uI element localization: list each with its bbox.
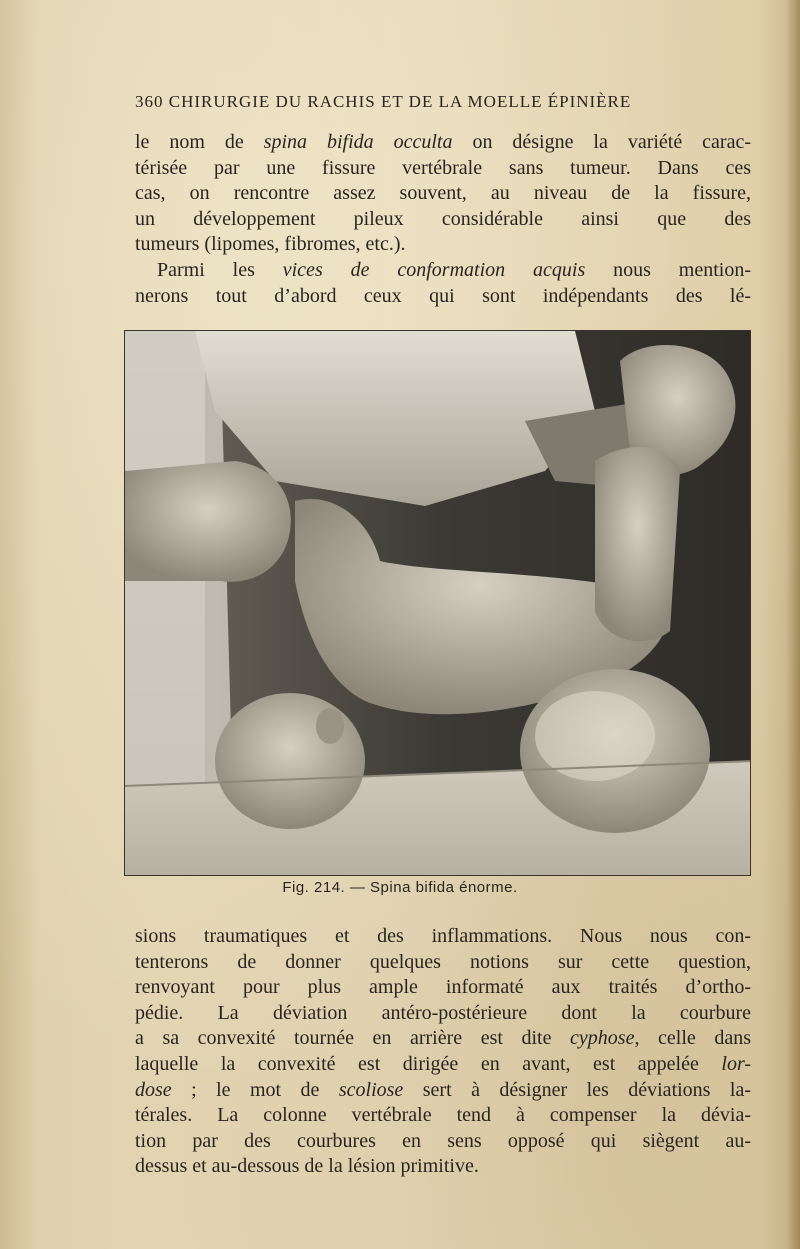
text-block-top: [135, 130, 751, 309]
italic-term: dose: [135, 1078, 172, 1101]
text-line: a sa convexité tournée en arrière est dite cyphose, celle dans: [135, 1027, 751, 1050]
text-line: pédie. La déviation antéro-postérieure dont la courbure: [135, 1001, 751, 1024]
text-line: sions traumatiques et des inflammations. Nous nous con-: [135, 925, 751, 947]
text-line: cas, on rencontre assez souvent, au niveau de la fissure,: [135, 182, 751, 205]
text-line: Parmi les vices de conformation acquis nous mention-: [157, 258, 751, 281]
figure-photograph: [124, 330, 751, 876]
text-line: tion par des courbures en sens opposé qui siègent au-: [135, 1129, 751, 1152]
text-line: dose ; le mot de scoliose sert à désigner les déviations la-: [135, 1078, 751, 1101]
text-line: un développement pileux considérable ainsi que des: [135, 207, 751, 230]
text-line: renvoyant pour plus ample informaté aux traités d’ortho-: [135, 976, 751, 999]
italic-term: vices de conformation acquis: [282, 258, 586, 281]
page-edge-shadow: [786, 0, 800, 1249]
photograph-image: [125, 331, 751, 876]
text-line: tenterons de donner quelques notions sur cette question,: [135, 950, 751, 973]
text-block-bottom: [135, 924, 751, 1180]
italic-term: scoliose: [338, 1078, 404, 1101]
running-head: 360 CHIRURGIE DU RACHIS ET DE LA MOELLE ÉPINIÈRE: [135, 92, 632, 111]
text-line: le nom de spina bifida occulta on désigne la variété carac-: [135, 131, 751, 153]
figure-caption: Fig. 214. — Spina bifida énorme.: [282, 879, 518, 896]
text-line: térales. La colonne vertébrale tend à compenser la dévia-: [135, 1104, 751, 1127]
italic-term: spina bifida occulta: [263, 131, 453, 153]
text-line: dessus et au-dessous de la lésion primitive.: [135, 1155, 479, 1178]
text-line: térisée par une fissure vertébrale sans tumeur. Dans ces: [135, 156, 751, 179]
italic-term: cyphose: [570, 1027, 635, 1050]
text-line: laquelle la convexité est dirigée en avant, est appelée lor-: [135, 1052, 751, 1075]
text-line: tumeurs (lipomes, fibromes, etc.).: [135, 233, 406, 256]
italic-term: lor-: [721, 1052, 751, 1075]
text-line: nerons tout d’abord ceux qui sont indépendants des lé-: [135, 284, 751, 307]
